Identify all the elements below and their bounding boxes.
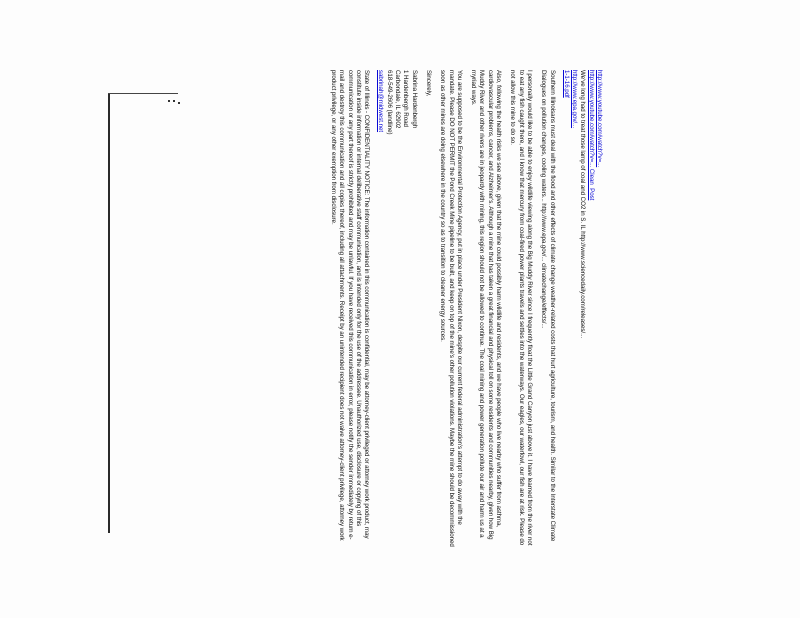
closing: Sincerely, (424, 70, 432, 97)
signature-name: Sabrina Hardenbergh (410, 70, 418, 129)
paragraph-2: I personally would like to be able to enjoy wildlife viewing along the Big Muddy River since I frequently float the Little Grand Canyon just above it. I have learned from the river not to eat any fish caught there, and I know that mercury from coal-fired power plants travels and settles into the waterways. Our eagles, our waterfowl, our fish are at risk. Please do not allow this mine to do so. (509, 70, 533, 546)
link-5[interactable]: 1-1-16.pdf (562, 70, 570, 98)
margin-rule-top (108, 93, 178, 94)
signature-email[interactable]: sabrinah@midwest.net (377, 70, 385, 133)
margin-rule (108, 93, 110, 533)
link-3: We've long had to treat those lamp of coal and CO2 in S. IL http://www.sciencedaily.com/releases/... (579, 70, 587, 339)
link-2[interactable]: http://www.youtube.com/watch?v=... Clean_Post (587, 70, 595, 201)
signature-address-1: 1 Hardenbergh Road (402, 70, 410, 127)
signature-address-2: Carbondale, IL 62902 (394, 70, 402, 129)
scan-speck (168, 100, 170, 102)
scan-speck (173, 100, 175, 102)
link-4[interactable]: http://www.epa.gov/... (571, 70, 579, 129)
paragraph-3: Also, following the health risks we see above, given that the mine could possibly harm wildlife and residents, and we have people who live nearby who suffer from asthma, cardiovascular problems, cancer, and Alzheimer's. Although a mine that has taken a great financial and physical toll on some residents and communities nearby, given how Big Muddy River and other rivers are in jeopardy with mining, this region should not be allowed to continue. The coal mining and power generation pollute our air and harm us at a myriad ways. (470, 70, 503, 540)
link-block (562, 70, 603, 548)
link-1[interactable]: http://www.youtube.com/watch?v=... (596, 70, 603, 168)
signature-phone: 618-549-2606 (landline) (385, 70, 393, 135)
paragraph-4: You are supposed to be the Environmental Protection Agency, put in place under President Nixon, despite our current federal administration's attempt to do away with the mandate. Please DO NOT PERMIT the Pond Creek Mine pipeline to be built, and keep on top of the mine's other pollution violations. Maybe the mine should be decommissioned soon as other mines are doing elsewhere in the country so as to transition to cleaner energy sources. (439, 70, 463, 547)
paragraph-1: Southern Illinoisans must deal with the flood and other effects of climate change weather-related costs that hurt agriculture, tourism, and health. Similar to the Interstate Climate Dialogues on pollution changes, cooling waters... http://www.epa.gov/... climatechange/effects/... (540, 70, 556, 542)
confidentiality-notice: State of Illinois - CONFIDENTIALITY NOTICE: The information contained in this communication is confidential, may be attorney-client privileged or attorney work product, may constitute inside information or internal deliberative staff communication, and is intended only for the use of the addressee. Unauthorized use, disclosure or copying of this communication or any part thereof is strictly prohibited and may be unlawful. If you have received this communication in error, please notify the sender immediately by return e-mail and destroy this communication and all copies thereof, including all attachments. Receipt by an unintended recipient does not waive attorney-client privilege, attorney work product privilege, or any other exemption from disclosure. (329, 70, 371, 541)
rotated-letter (175, 70, 603, 548)
scan-speck (178, 102, 180, 104)
signature-block (376, 70, 417, 548)
